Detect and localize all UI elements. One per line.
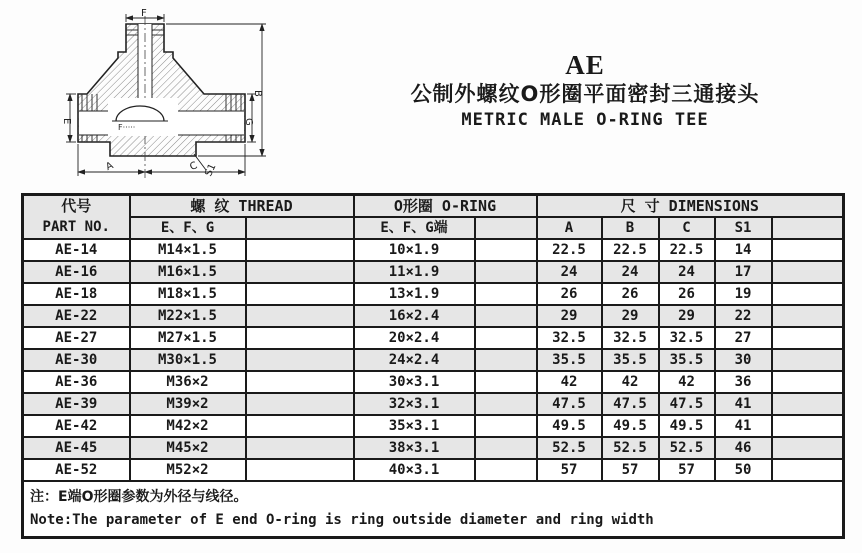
cell-oring-blank (475, 459, 537, 481)
cell-thread-blank (246, 349, 354, 371)
cell-oring-blank (475, 239, 537, 261)
cell-thread: M27×1.5 (130, 327, 246, 349)
cell-thread: M16×1.5 (130, 261, 246, 283)
cell-dim-s1: 30 (715, 349, 772, 371)
dim-label-a: A (104, 160, 116, 174)
cell-blank (772, 393, 844, 415)
cell-oring: 13×1.9 (354, 283, 475, 305)
col-header-part-no-cn: 代号 (61, 197, 92, 215)
cell-part-no: AE-22 (23, 305, 130, 327)
cell-dim-s1: 50 (715, 459, 772, 481)
cell-dim-b: 32.5 (602, 327, 659, 349)
cell-blank (772, 459, 844, 481)
cell-thread: M45×2 (130, 437, 246, 459)
cell-dim-b: 22.5 (602, 239, 659, 261)
col-subheader-thread-efg: E、F、G (130, 217, 246, 239)
dim-label-b: B (252, 90, 263, 97)
cell-dim-s1: 41 (715, 415, 772, 437)
cell-dim-c: 42 (659, 371, 715, 393)
col-subheader-oring-efg: E、F、G端 (354, 217, 475, 239)
cell-oring-blank (475, 437, 537, 459)
cell-dim-c: 29 (659, 305, 715, 327)
table-row (23, 261, 844, 283)
header-row-groups (23, 195, 844, 218)
cell-thread: M18×1.5 (130, 283, 246, 305)
col-subheader-thread-blank (246, 217, 354, 239)
cell-thread-blank (246, 437, 354, 459)
table-row (23, 393, 844, 415)
note-text-cn: 注：E端O形圈参数为外径与线径。 (30, 489, 248, 505)
cell-dim-b: 35.5 (602, 349, 659, 371)
dim-label-c: C (188, 160, 200, 174)
col-subheader-dim-s1: S1 (715, 217, 772, 239)
tee-body-section (78, 24, 245, 156)
spec-table (21, 193, 845, 539)
cell-oring-blank (475, 393, 537, 415)
table-row (23, 371, 844, 393)
cell-dim-s1: 22 (715, 305, 772, 327)
cell-oring: 30×3.1 (354, 371, 475, 393)
note-cell (23, 481, 844, 538)
cell-oring-blank (475, 327, 537, 349)
cell-oring: 35×3.1 (354, 415, 475, 437)
cell-dim-a: 24 (537, 261, 602, 283)
cell-thread-blank (246, 283, 354, 305)
cell-oring: 16×2.4 (354, 305, 475, 327)
table-row (23, 239, 844, 261)
col-subheader-dim-b: B (602, 217, 659, 239)
cell-dim-c: 32.5 (659, 327, 715, 349)
cell-part-no: AE-42 (23, 415, 130, 437)
tee-fitting-drawing (48, 8, 273, 188)
cell-part-no: AE-52 (23, 459, 130, 481)
cell-oring: 40×3.1 (354, 459, 475, 481)
cell-oring-blank (475, 305, 537, 327)
cell-thread: M14×1.5 (130, 239, 246, 261)
cell-dim-a: 22.5 (537, 239, 602, 261)
header-row-sub (23, 217, 844, 239)
series-code: AE (565, 50, 605, 80)
col-subheader-oring-blank (475, 217, 537, 239)
cell-dim-s1: 19 (715, 283, 772, 305)
cell-blank (772, 327, 844, 349)
cell-part-no: AE-16 (23, 261, 130, 283)
col-header-thread: 螺 纹 THREAD (130, 195, 354, 218)
cell-dim-c: 49.5 (659, 415, 715, 437)
title-block (330, 50, 840, 132)
cell-oring-blank (475, 261, 537, 283)
cell-thread: M42×2 (130, 415, 246, 437)
cell-thread: M39×2 (130, 393, 246, 415)
cell-thread: M52×2 (130, 459, 246, 481)
cell-dim-b: 57 (602, 459, 659, 481)
col-header-oring: O形圈 O-RING (354, 195, 537, 218)
cell-dim-b: 26 (602, 283, 659, 305)
cell-blank (772, 415, 844, 437)
cell-dim-b: 29 (602, 305, 659, 327)
dim-label-g: G (243, 118, 254, 126)
table-row (23, 305, 844, 327)
cell-part-no: AE-30 (23, 349, 130, 371)
cell-dim-s1: 41 (715, 393, 772, 415)
cell-oring: 38×3.1 (354, 437, 475, 459)
cell-dim-c: 26 (659, 283, 715, 305)
cell-dim-a: 35.5 (537, 349, 602, 371)
cell-dim-s1: 14 (715, 239, 772, 261)
watermark-stamp (108, 98, 178, 136)
cell-dim-b: 52.5 (602, 437, 659, 459)
col-header-dimensions: 尺 寸 DIMENSIONS (537, 195, 844, 218)
cell-oring: 10×1.9 (354, 239, 475, 261)
cell-thread-blank (246, 371, 354, 393)
table-body (23, 239, 844, 481)
col-subheader-dim-a: A (537, 217, 602, 239)
cell-dim-c: 47.5 (659, 393, 715, 415)
cell-thread: M30×1.5 (130, 349, 246, 371)
cell-part-no: AE-45 (23, 437, 130, 459)
table-row (23, 283, 844, 305)
col-header-part-no-en: PART NO. (42, 219, 110, 235)
cell-dim-b: 24 (602, 261, 659, 283)
cell-dim-c: 52.5 (659, 437, 715, 459)
cell-oring-blank (475, 349, 537, 371)
cell-blank (772, 349, 844, 371)
cell-blank (772, 305, 844, 327)
col-subheader-dim-blank (772, 217, 844, 239)
cell-thread-blank (246, 415, 354, 437)
watermark-text: F····· (118, 123, 136, 132)
table-row (23, 459, 844, 481)
cell-part-no: AE-27 (23, 327, 130, 349)
cell-thread-blank (246, 393, 354, 415)
cell-thread-blank (246, 261, 354, 283)
cell-blank (772, 283, 844, 305)
col-header-part-no (23, 195, 130, 240)
cell-dim-s1: 17 (715, 261, 772, 283)
product-title-cn: 公制外螺纹O形圈平面密封三通接头 (410, 82, 760, 106)
cell-thread: M22×1.5 (130, 305, 246, 327)
cell-dim-c: 35.5 (659, 349, 715, 371)
dim-label-f: F (141, 8, 147, 19)
dim-label-s1: S1 (203, 162, 219, 179)
cell-dim-a: 52.5 (537, 437, 602, 459)
cell-dim-a: 49.5 (537, 415, 602, 437)
cell-part-no: AE-14 (23, 239, 130, 261)
cell-thread-blank (246, 327, 354, 349)
col-subheader-dim-c: C (659, 217, 715, 239)
product-title-en: METRIC MALE O-RING TEE (461, 110, 709, 130)
cell-blank (772, 239, 844, 261)
cell-oring: 24×2.4 (354, 349, 475, 371)
dim-label-e: E (61, 118, 72, 125)
cell-part-no: AE-18 (23, 283, 130, 305)
cell-thread-blank (246, 239, 354, 261)
cell-dim-c: 57 (659, 459, 715, 481)
cell-dim-a: 26 (537, 283, 602, 305)
cell-dim-b: 47.5 (602, 393, 659, 415)
cell-oring: 20×2.4 (354, 327, 475, 349)
cell-blank (772, 371, 844, 393)
cell-oring: 11×1.9 (354, 261, 475, 283)
cell-thread-blank (246, 305, 354, 327)
cell-thread: M36×2 (130, 371, 246, 393)
cell-oring-blank (475, 415, 537, 437)
cell-dim-a: 42 (537, 371, 602, 393)
cell-dim-s1: 27 (715, 327, 772, 349)
cell-part-no: AE-39 (23, 393, 130, 415)
cell-thread-blank (246, 459, 354, 481)
cell-dim-a: 47.5 (537, 393, 602, 415)
table-row (23, 415, 844, 437)
cell-dim-s1: 46 (715, 437, 772, 459)
table-row (23, 349, 844, 371)
cell-blank (772, 261, 844, 283)
cell-part-no: AE-36 (23, 371, 130, 393)
table-row (23, 327, 844, 349)
cell-oring-blank (475, 371, 537, 393)
cell-dim-c: 24 (659, 261, 715, 283)
note-text-en: Note:The parameter of E end O-ring is ring outside diameter and ring width (30, 512, 654, 528)
cell-dim-a: 57 (537, 459, 602, 481)
note-row (23, 481, 844, 538)
table-row (23, 437, 844, 459)
cell-dim-b: 49.5 (602, 415, 659, 437)
cell-dim-a: 29 (537, 305, 602, 327)
cell-oring-blank (475, 283, 537, 305)
cell-oring: 32×3.1 (354, 393, 475, 415)
cell-dim-a: 32.5 (537, 327, 602, 349)
cell-blank (772, 437, 844, 459)
cell-dim-c: 22.5 (659, 239, 715, 261)
cell-dim-b: 42 (602, 371, 659, 393)
cell-dim-s1: 36 (715, 371, 772, 393)
